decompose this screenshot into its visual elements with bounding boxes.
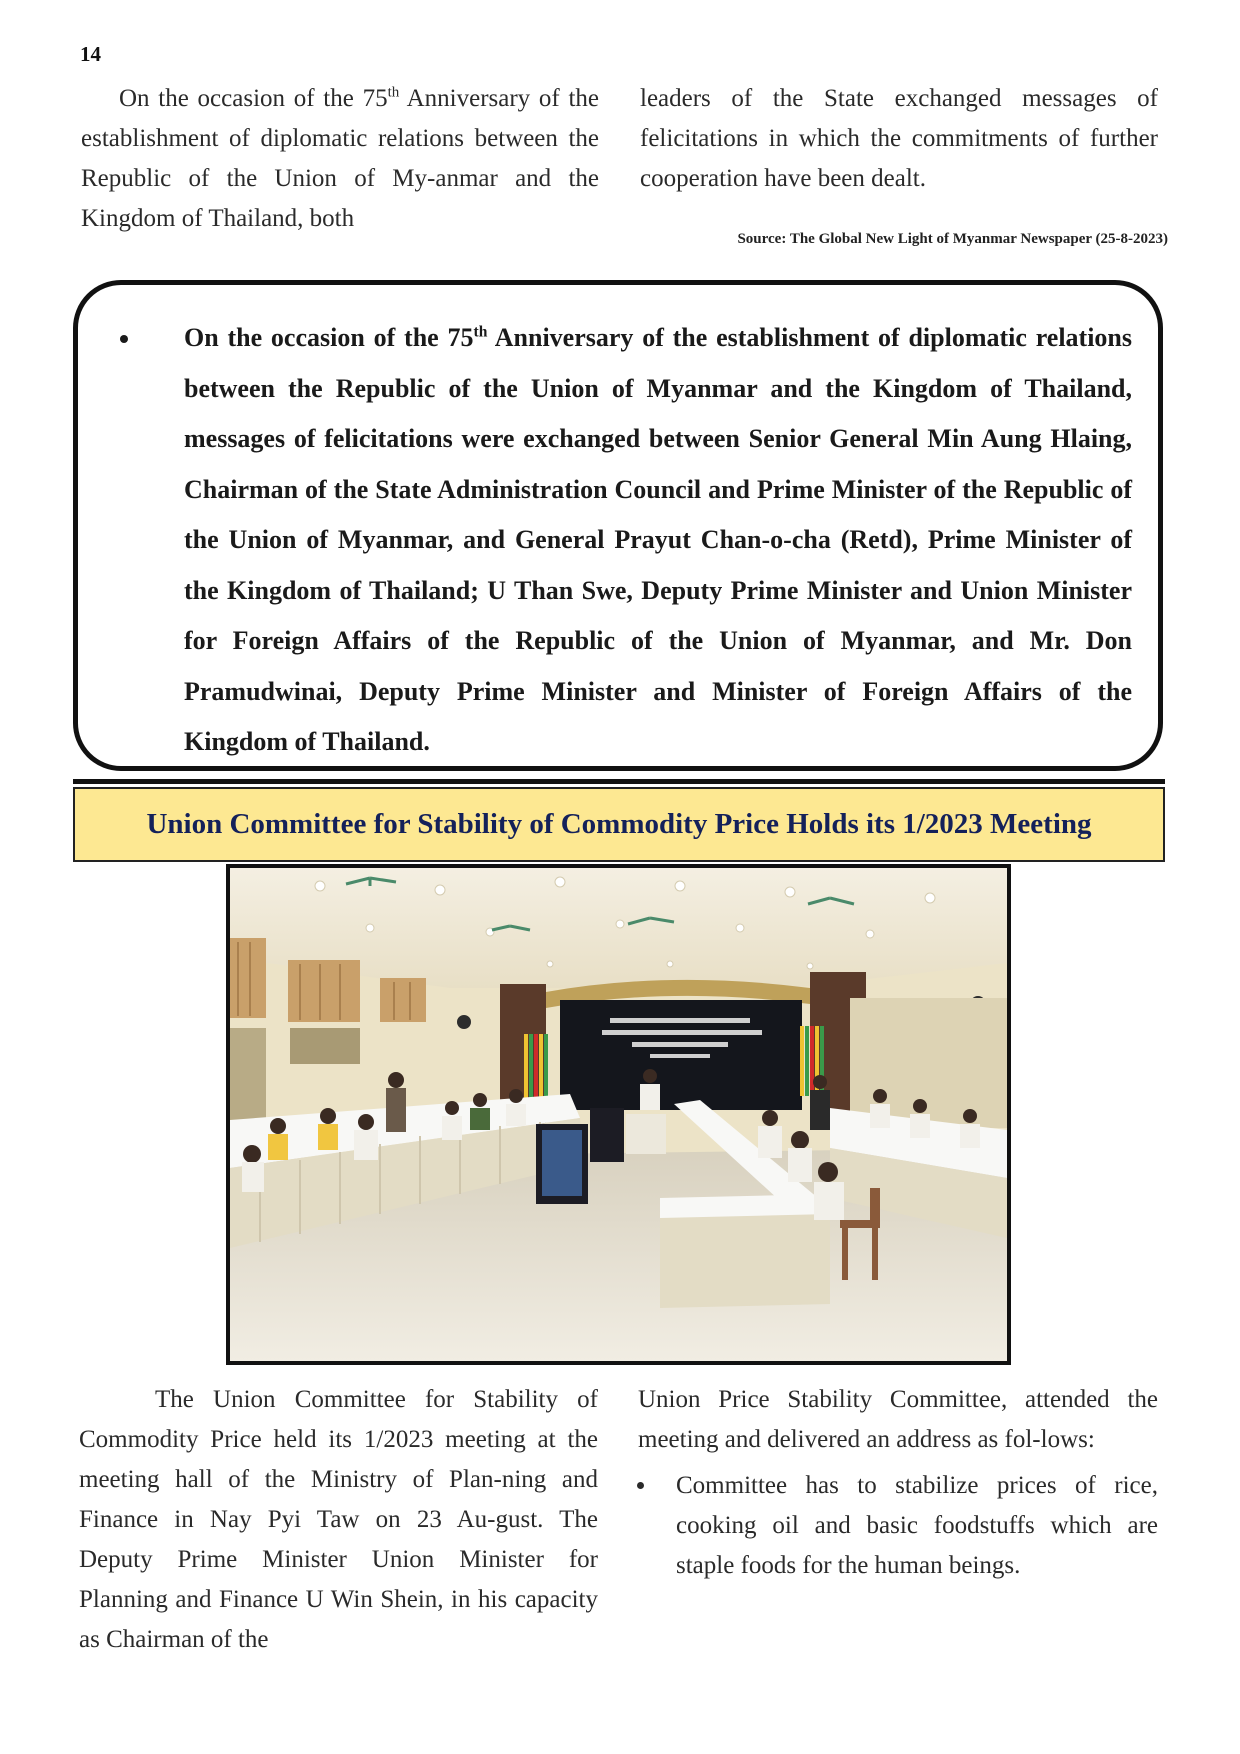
article-bullet: • Committee has to stabilize prices of rice, cooking oil and basic foodstuffs which are staple foods for the human beings. [658, 1466, 1158, 1586]
intro-right-column [640, 79, 1158, 199]
intro-left-column [81, 79, 599, 239]
meeting-photo-illustration [230, 868, 1007, 1361]
page-number: 14 [80, 42, 101, 66]
callout-bullet: • On the occasion of the 75th Anniversary of the establishment of diplomatic relations between the Republic of the Union of Myanmar and the Kingdom of Thailand, messages of felicitations were exchanged between Senior General Min Aung Hlaing, Chairman of the State Administration Council and Prime Minister of the Republic of the Union of Myanmar, and General Prayut Chan-o-cha (Retd), Prime Minister of the Kingdom of Thailand; U Than Swe, Deputy Prime Minister and Union Minister for Foreign Affairs of the Republic of the Union of Myanmar, and Mr. Don Pramudwinai, Deputy Prime Minister and Minister of Foreign Affairs of the Kingdom of Thailand. [142, 313, 1132, 768]
intro-paragraph-left: On the occasion of the 75th Anniversary of the establishment of diplomatic relations between the Republic of the Union of My-anmar and the Kingdom of Thailand, both [81, 84, 599, 232]
section-divider [73, 779, 1165, 784]
article-headline: Union Committee for Stability of Commodity Price Holds its 1/2023 Meeting [73, 787, 1165, 862]
article-left-column [79, 1380, 598, 1660]
callout-list [126, 313, 1132, 768]
article-paragraph-left: The Union Committee for Stability of Commodity Price held its 1/2023 meeting at the meeting hall of the Ministry of Plan-ning and Finance in Nay Pyi Taw on 23 Au-gust. The Deputy Prime Minister Union Minister for Planning and Finance U Win Shein, in his capacity as Chairman of the [79, 1386, 598, 1653]
intro-paragraph-right: leaders of the State exchanged messages of felicitations in which the commitments of further cooperation have been dealt. [640, 85, 1158, 192]
meeting-photo [226, 864, 1011, 1365]
callout-box [73, 280, 1163, 771]
article-paragraph-right: Union Price Stability Committee, attended the meeting and delivered an address as fol-lows: [638, 1386, 1158, 1453]
article-bullet-list [638, 1466, 1158, 1586]
source-citation: Source: The Global New Light of Myanmar Newspaper (25-8-2023) [737, 231, 1168, 247]
article-right-column [638, 1380, 1158, 1586]
